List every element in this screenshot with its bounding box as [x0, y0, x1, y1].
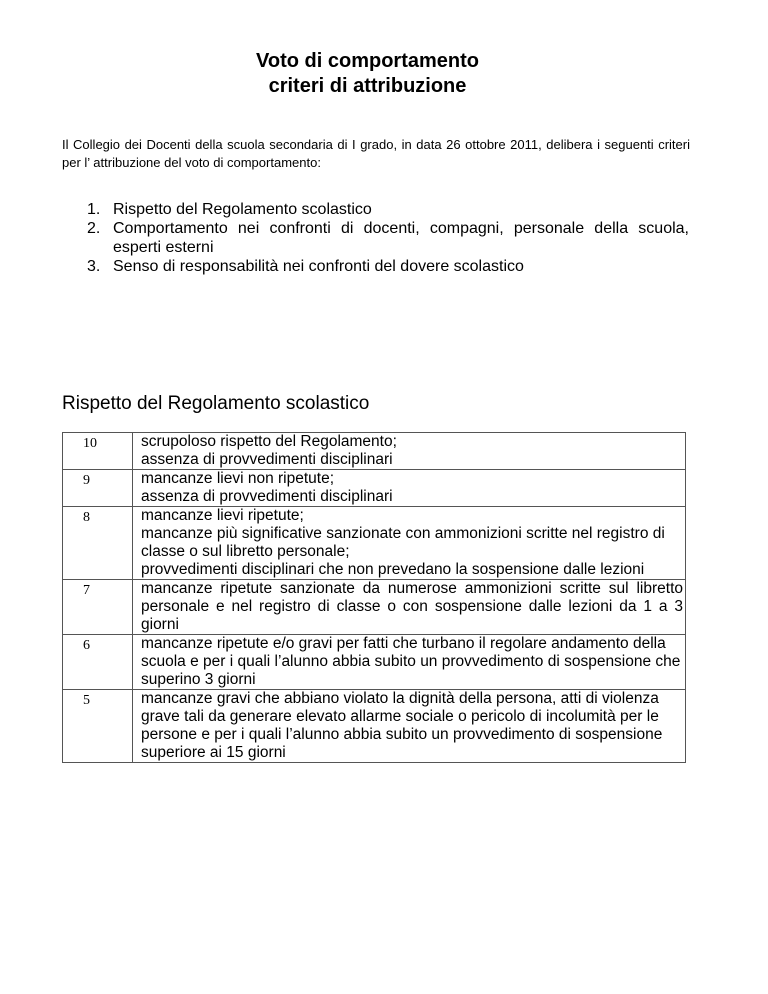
- grade-table: [62, 432, 686, 763]
- description-line: mancanze lievi non ripetute;: [141, 470, 335, 487]
- table-row: [63, 433, 686, 470]
- grade-cell: 6: [63, 635, 133, 690]
- table-row: [63, 507, 686, 580]
- document-title: [0, 49, 735, 99]
- grade-cell: 9: [63, 470, 133, 507]
- grade-cell: 5: [63, 690, 133, 763]
- criteria-text: Rispetto del Regolamento scolastico: [113, 201, 372, 218]
- criteria-list: [87, 200, 689, 276]
- description-line: mancanze ripetute sanzionate da numerose ammonizioni scritte sul libretto personale e nel registro di classe o con sospensione dalle lezioni da 1 a 3 giorni: [141, 580, 683, 633]
- description-line: mancanze gravi che abbiano violato la dignità della persona, atti di violenza grave tali da generare elevato allarme sociale o pericolo di incolumità per le persone e per i quali l’alunno abbia subito un provvedimento di sospensione superiore ai 15 giorni: [141, 690, 663, 761]
- description-cell: [133, 635, 686, 690]
- description-line: mancanze più significative sanzionate con ammonizioni scritte nel registro di classe o sul libretto personale;: [141, 525, 665, 560]
- criteria-text: Senso di responsabilità nei confronti del dovere scolastico: [113, 258, 524, 275]
- grade-cell: 7: [63, 580, 133, 635]
- title-line-1: Voto di comportamento: [256, 50, 479, 72]
- criteria-number: 3.: [87, 258, 101, 275]
- intro-paragraph: Il Collegio dei Docenti della scuola secondaria di I grado, in data 26 ottobre 2011, delibera i seguenti criteri per l’ attribuzione del voto di comportamento:: [62, 137, 690, 170]
- description-cell: [133, 580, 686, 635]
- description-cell: [133, 433, 686, 470]
- description-cell: [133, 507, 686, 580]
- description-line: mancanze lievi ripetute;: [141, 507, 304, 524]
- criteria-item: [87, 219, 689, 257]
- grade-cell: 8: [63, 507, 133, 580]
- criteria-item: [87, 257, 689, 276]
- criteria-item: [87, 200, 689, 219]
- criteria-text: Comportamento nei confronti di docenti, compagni, personale della scuola, esperti esterni: [113, 220, 689, 256]
- section-title: Rispetto del Regolamento scolastico: [62, 393, 370, 414]
- description-line: provvedimenti disciplinari che non prevedano la sospensione dalle lezioni: [141, 561, 645, 578]
- description-line: scrupoloso rispetto del Regolamento;: [141, 433, 397, 450]
- table-row: [63, 580, 686, 635]
- table-row: [63, 635, 686, 690]
- criteria-number: 1.: [87, 201, 101, 218]
- grade-cell: 10: [63, 433, 133, 470]
- description-line: assenza di provvedimenti disciplinari: [141, 451, 393, 468]
- table-row: [63, 470, 686, 507]
- table-row: [63, 690, 686, 763]
- title-line-2: criteri di attribuzione: [268, 75, 467, 97]
- description-cell: [133, 470, 686, 507]
- criteria-number: 2.: [87, 220, 101, 237]
- description-line: assenza di provvedimenti disciplinari: [141, 488, 393, 505]
- description-cell: [133, 690, 686, 763]
- description-line: mancanze ripetute e/o gravi per fatti che turbano il regolare andamento della scuola e per i quali l’alunno abbia subito un provvedimento di sospensione che superino 3 giorni: [141, 635, 681, 688]
